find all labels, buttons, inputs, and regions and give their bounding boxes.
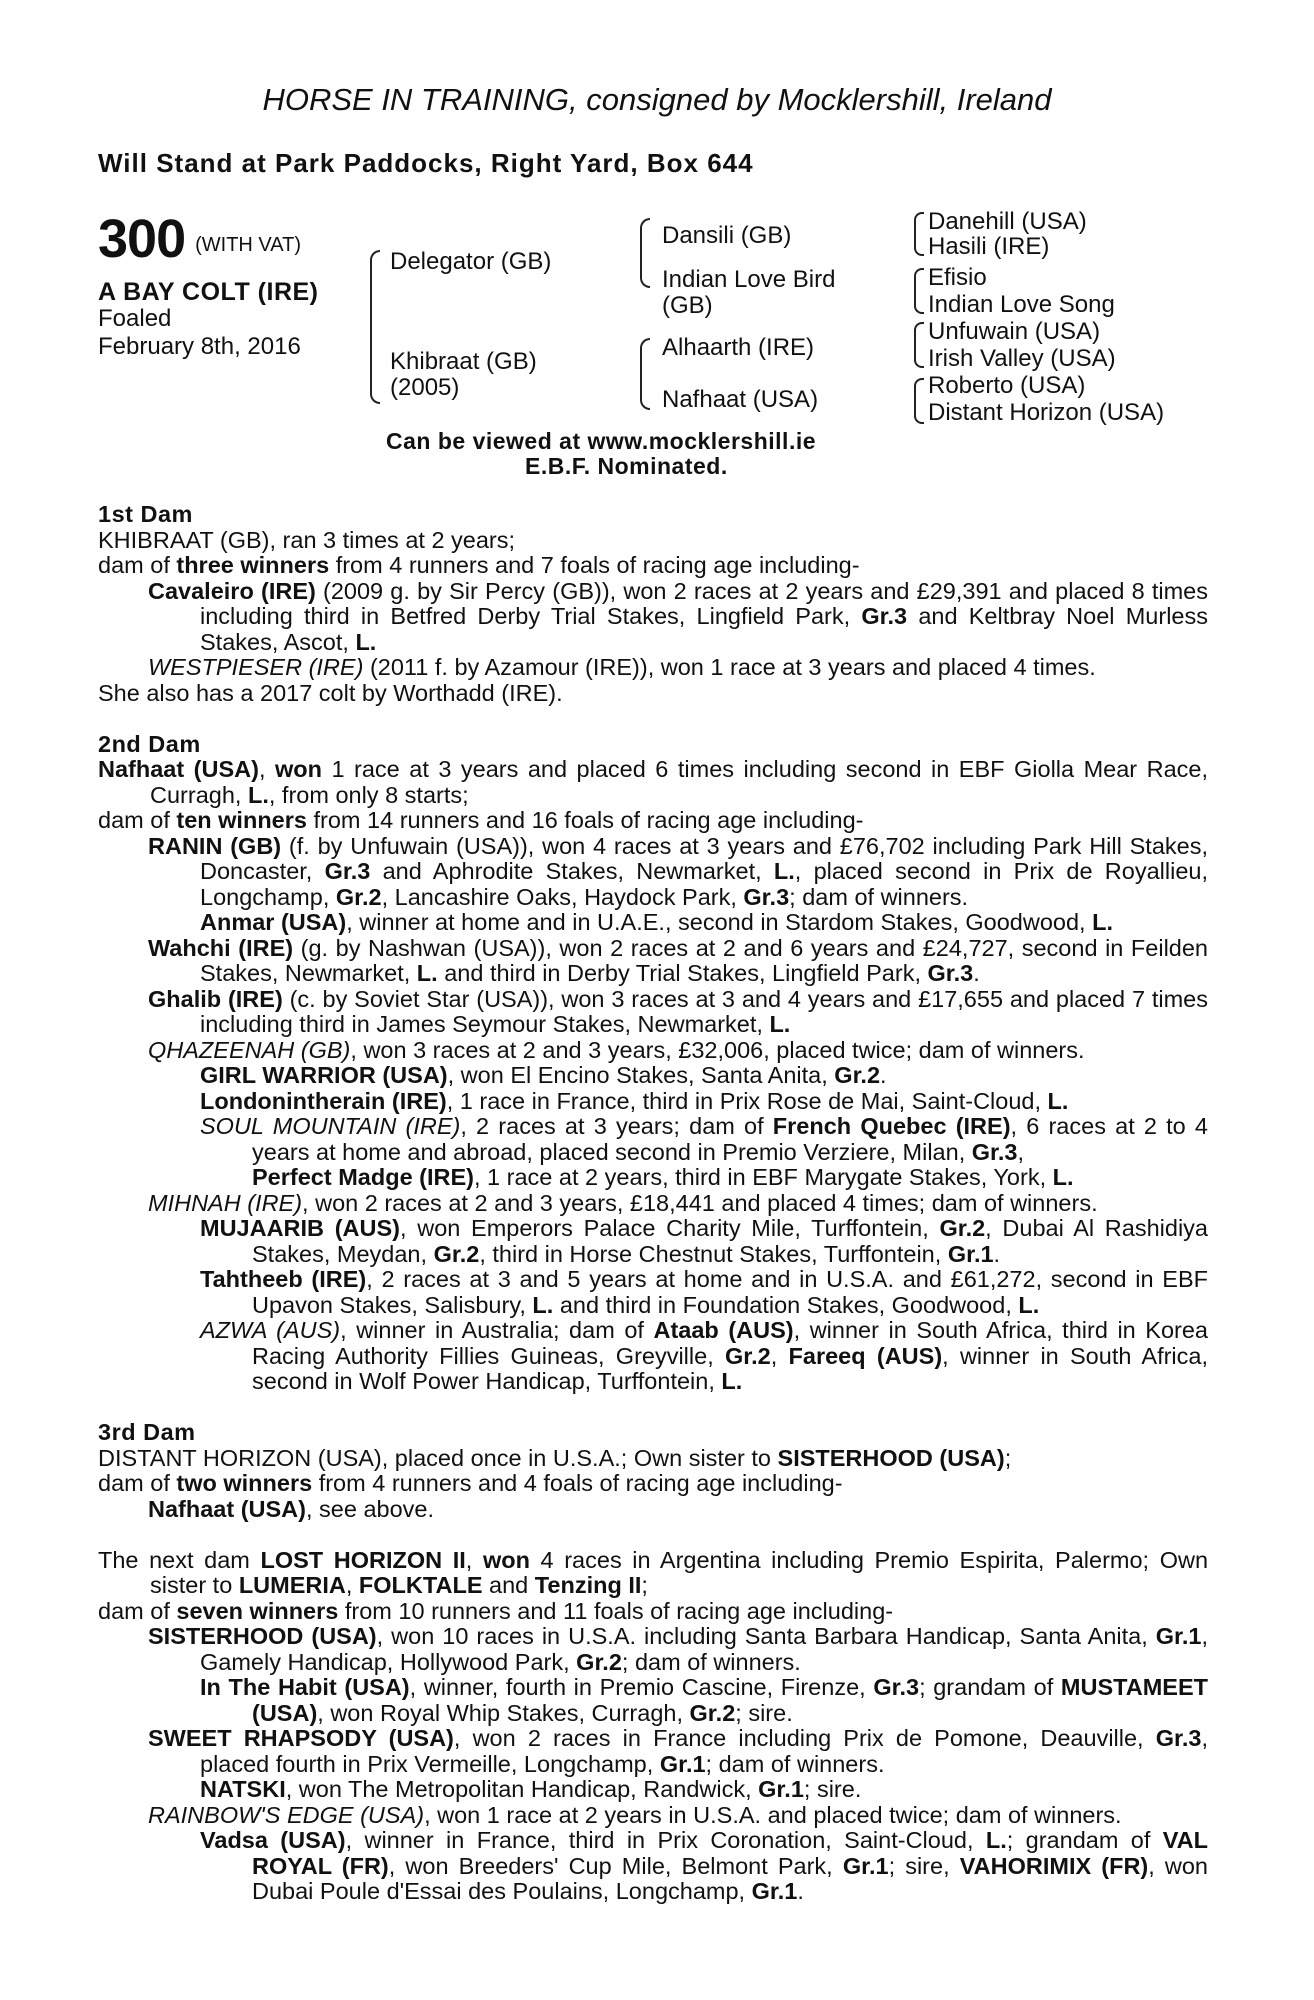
pedigree-brace-dam: [640, 338, 650, 410]
pedigree-g6: Irish Valley (USA): [928, 345, 1116, 372]
next-dam-line: The next dam LOST HORIZON II, won 4 races in Argentina including Premio Espirita, Palermo; Own sister to LUMERIA, FOLKTALE and Tenzing II;: [98, 1546, 1209, 1598]
vat-label: (WITH VAT): [195, 234, 302, 256]
produce-mihnah: MIHNAH (IRE), won 2 races at 2 and 3 years, £18,441 and placed 4 times; dam of winners.: [148, 1189, 1098, 1216]
first-dam-heading: 1st Dam: [98, 501, 193, 527]
first-dam-line: KHIBRAAT (GB), ran 3 times at 2 years;: [98, 526, 516, 553]
consignment-line: HORSE IN TRAINING, consigned by Mocklershill, Ireland: [262, 82, 1052, 117]
produce-anmar: Anmar (USA), winner at home and in U.A.E., second in Stardom Stakes, Goodwood, L.: [200, 909, 1113, 935]
produce-qhazeenah: QHAZEENAH (GB), won 3 races at 2 and 3 years, £32,006, placed twice; dam of winners.: [148, 1036, 1085, 1063]
second-dam-produce: dam of ten winners from 14 runners and 16 foals of racing age including-: [98, 807, 864, 833]
produce-westpieser: WESTPIESER (IRE) (2011 f. by Azamour (IRE)), won 1 race at 3 years and placed 4 times.: [148, 654, 1096, 680]
third-dam-produce: dam of two winners from 4 runners and 4 foals of racing age including-: [98, 1470, 843, 1496]
pedigree-sire: Delegator (GB): [390, 248, 552, 275]
pedigree-dam-year: (2005): [390, 374, 460, 401]
third-dam-heading: 3rd Dam: [98, 1419, 196, 1445]
produce-perfect-madge: Perfect Madge (IRE), 1 race at 2 years, third in EBF Marygate Stakes, York, L.: [252, 1164, 1074, 1190]
pedigree-brace-g4: [914, 378, 924, 424]
produce-ghalib: Ghalib (IRE) (c. by Soviet Star (USA)), won 3 races at 3 and 4 years and £17,655 and placed 7 times including third in James Seymour Stakes, Newmarket, L.: [148, 985, 1208, 1037]
pedigree-brace-g2: [914, 268, 924, 314]
produce-in-the-habit: In The Habit (USA), winner, fourth in Premio Cascine, Firenze, Gr.3; grandam of MUSTAMEET (USA), won Royal Whip Stakes, Curragh, Gr.2; sire.: [200, 1674, 1208, 1726]
produce-nafhaat: Nafhaat (USA), see above.: [148, 1495, 435, 1522]
produce-azwa: AZWA (AUS), winner in Australia; dam of Ataab (AUS), winner in South Africa, third in Korea Racing Authority Fillies Guineas, Greyville, Gr.2, Fareeq (AUS), winner in South Africa, second in Wolf Power Handicap, Turffontein, L.: [200, 1317, 1208, 1394]
pedigree-brace-sire: [640, 218, 650, 288]
pedigree-dam-sire: Alhaarth (IRE): [662, 334, 815, 361]
produce-vadsa: Vadsa (USA), winner in France, third in Prix Coronation, Saint-Cloud, L.; grandam of VAL ROYAL (FR), won Breeders' Cup Mile, Belmont Park, Gr.1; sire, VAHORIMIX (FR), won Dubai Poule d'Essai des Poulains, Longchamp, Gr.1.: [200, 1827, 1209, 1904]
pedigree-g3: Efisio: [928, 264, 987, 291]
produce-girl-warrior: GIRL WARRIOR (USA), won El Encino Stakes, Santa Anita, Gr.2.: [200, 1062, 887, 1088]
pedigree-g5: Unfuwain (USA): [928, 318, 1101, 345]
stand-location: Will Stand at Park Paddocks, Right Yard, Box 644: [98, 148, 754, 178]
pedigree-brace-g3: [914, 322, 924, 368]
produce-wahchi: Wahchi (IRE) (g. by Nashwan (USA)), won 2 races at 2 and 6 years and £24,727, second in Feilden Stakes, Newmarket, L. and third in Derby Trial Stakes, Lingfield Park, Gr.3.: [148, 934, 1208, 986]
produce-sisterhood: SISTERHOOD (USA), won 10 races in U.S.A. including Santa Barbara Handicap, Santa Anita, Gr.1, Gamely Handicap, Hollywood Park, Gr.2; dam of winners.: [148, 1623, 1208, 1675]
pedigree-g2: Hasili (IRE): [928, 233, 1050, 260]
lot-heading: [98, 208, 301, 270]
produce-rainbows-edge: RAINBOW'S EDGE (USA), won 1 race at 2 years in U.S.A. and placed twice; dam of winners.: [148, 1801, 1122, 1828]
produce-natski: NATSKI, won The Metropolitan Handicap, Randwick, Gr.1; sire.: [200, 1776, 862, 1802]
pedigree-g1: Danehill (USA): [928, 208, 1087, 235]
produce-sweet-rhapsody: SWEET RHAPSODY (USA), won 2 races in France including Prix de Pomone, Deauville, Gr.3, placed fourth in Prix Vermeille, Longchamp, Gr.1; dam of winners.: [148, 1725, 1208, 1777]
ebf-note: E.B.F. Nominated.: [525, 453, 728, 479]
produce-londonintherain: Londonintherain (IRE), 1 race in France, third in Prix Rose de Mai, Saint-Cloud, L.: [200, 1087, 1069, 1114]
produce-soul-mountain: SOUL MOUNTAIN (IRE), 2 races at 3 years; dam of French Quebec (IRE), 6 races at 2 to 4 years at home and abroad, placed second in Premio Verziere, Milan, Gr.3,: [200, 1113, 1208, 1165]
produce-mujaarib: MUJAARIB (AUS), won Emperors Palace Charity Mile, Turffontein, Gr.2, Dubai Al Rashidiya Stakes, Meydan, Gr.2, third in Horse Chestnut Stakes, Turffontein, Gr.1.: [200, 1215, 1208, 1267]
horse-description: A BAY COLT (IRE): [98, 278, 319, 306]
pedigree-sire-dam-suffix: (GB): [662, 292, 713, 319]
catalogue-body: [98, 502, 1208, 1905]
produce-cavaleiro: Cavaleiro (IRE) (2009 g. by Sir Percy (GB)), won 2 races at 2 years and £29,391 and placed 8 times including third in Betfred Derby Trial Stakes, Lingfield Park, Gr.3 and Keltbray Noel Murless Stakes, Ascot, L.: [148, 577, 1208, 655]
produce-tahtheeb: Tahtheeb (IRE), 2 races at 3 and 5 years at home and in U.S.A. and £61,272, second in EBF Upavon Stakes, Salisbury, L. and third in Foundation Stakes, Goodwood, L.: [200, 1266, 1208, 1318]
foaled-date: February 8th, 2016: [98, 333, 301, 360]
pedigree-brace-main: [370, 250, 380, 404]
pedigree-dam-dam: Nafhaat (USA): [662, 386, 819, 413]
pedigree-brace-g1: [914, 212, 924, 256]
first-dam-yearling: She also has a 2017 colt by Worthadd (IRE).: [98, 679, 563, 706]
third-dam-line: DISTANT HORIZON (USA), placed once in U.S.A.; Own sister to SISTERHOOD (USA);: [98, 1444, 1012, 1471]
foaled-label: Foaled: [98, 305, 172, 332]
second-dam-line: Nafhaat (USA), won 1 race at 3 years and placed 6 times including second in EBF Giolla Mear Race, Curragh, L., from only 8 starts;: [98, 756, 1208, 808]
second-dam-heading: 2nd Dam: [98, 730, 201, 757]
pedigree-g7: Roberto (USA): [928, 372, 1086, 399]
produce-ranin: RANIN (GB) (f. by Unfuwain (USA)), won 4 races at 3 years and £76,702 including Park Hill Stakes, Doncaster, Gr.3 and Aphrodite Stakes, Newmarket, L., placed second in Prix de Royallieu, Longchamp, Gr.2, Lancashire Oaks, Haydock Park, Gr.3; dam of winners.: [148, 832, 1209, 910]
lot-number: 300: [98, 209, 186, 269]
first-dam-produce: dam of three winners from 4 runners and 7 foals of racing age including-: [98, 552, 860, 578]
pedigree-g4: Indian Love Song: [928, 291, 1115, 318]
pedigree-sire-sire: Dansili (GB): [662, 222, 792, 249]
next-dam-produce: dam of seven winners from 10 runners and 11 foals of racing age including-: [98, 1597, 894, 1624]
pedigree-dam-name: Khibraat (GB): [390, 348, 537, 375]
pedigree-sire-dam-name: Indian Love Bird: [662, 266, 836, 293]
pedigree-g8: Distant Horizon (USA): [928, 399, 1165, 426]
viewing-note: Can be viewed at www.mocklershill.ie: [386, 428, 817, 454]
